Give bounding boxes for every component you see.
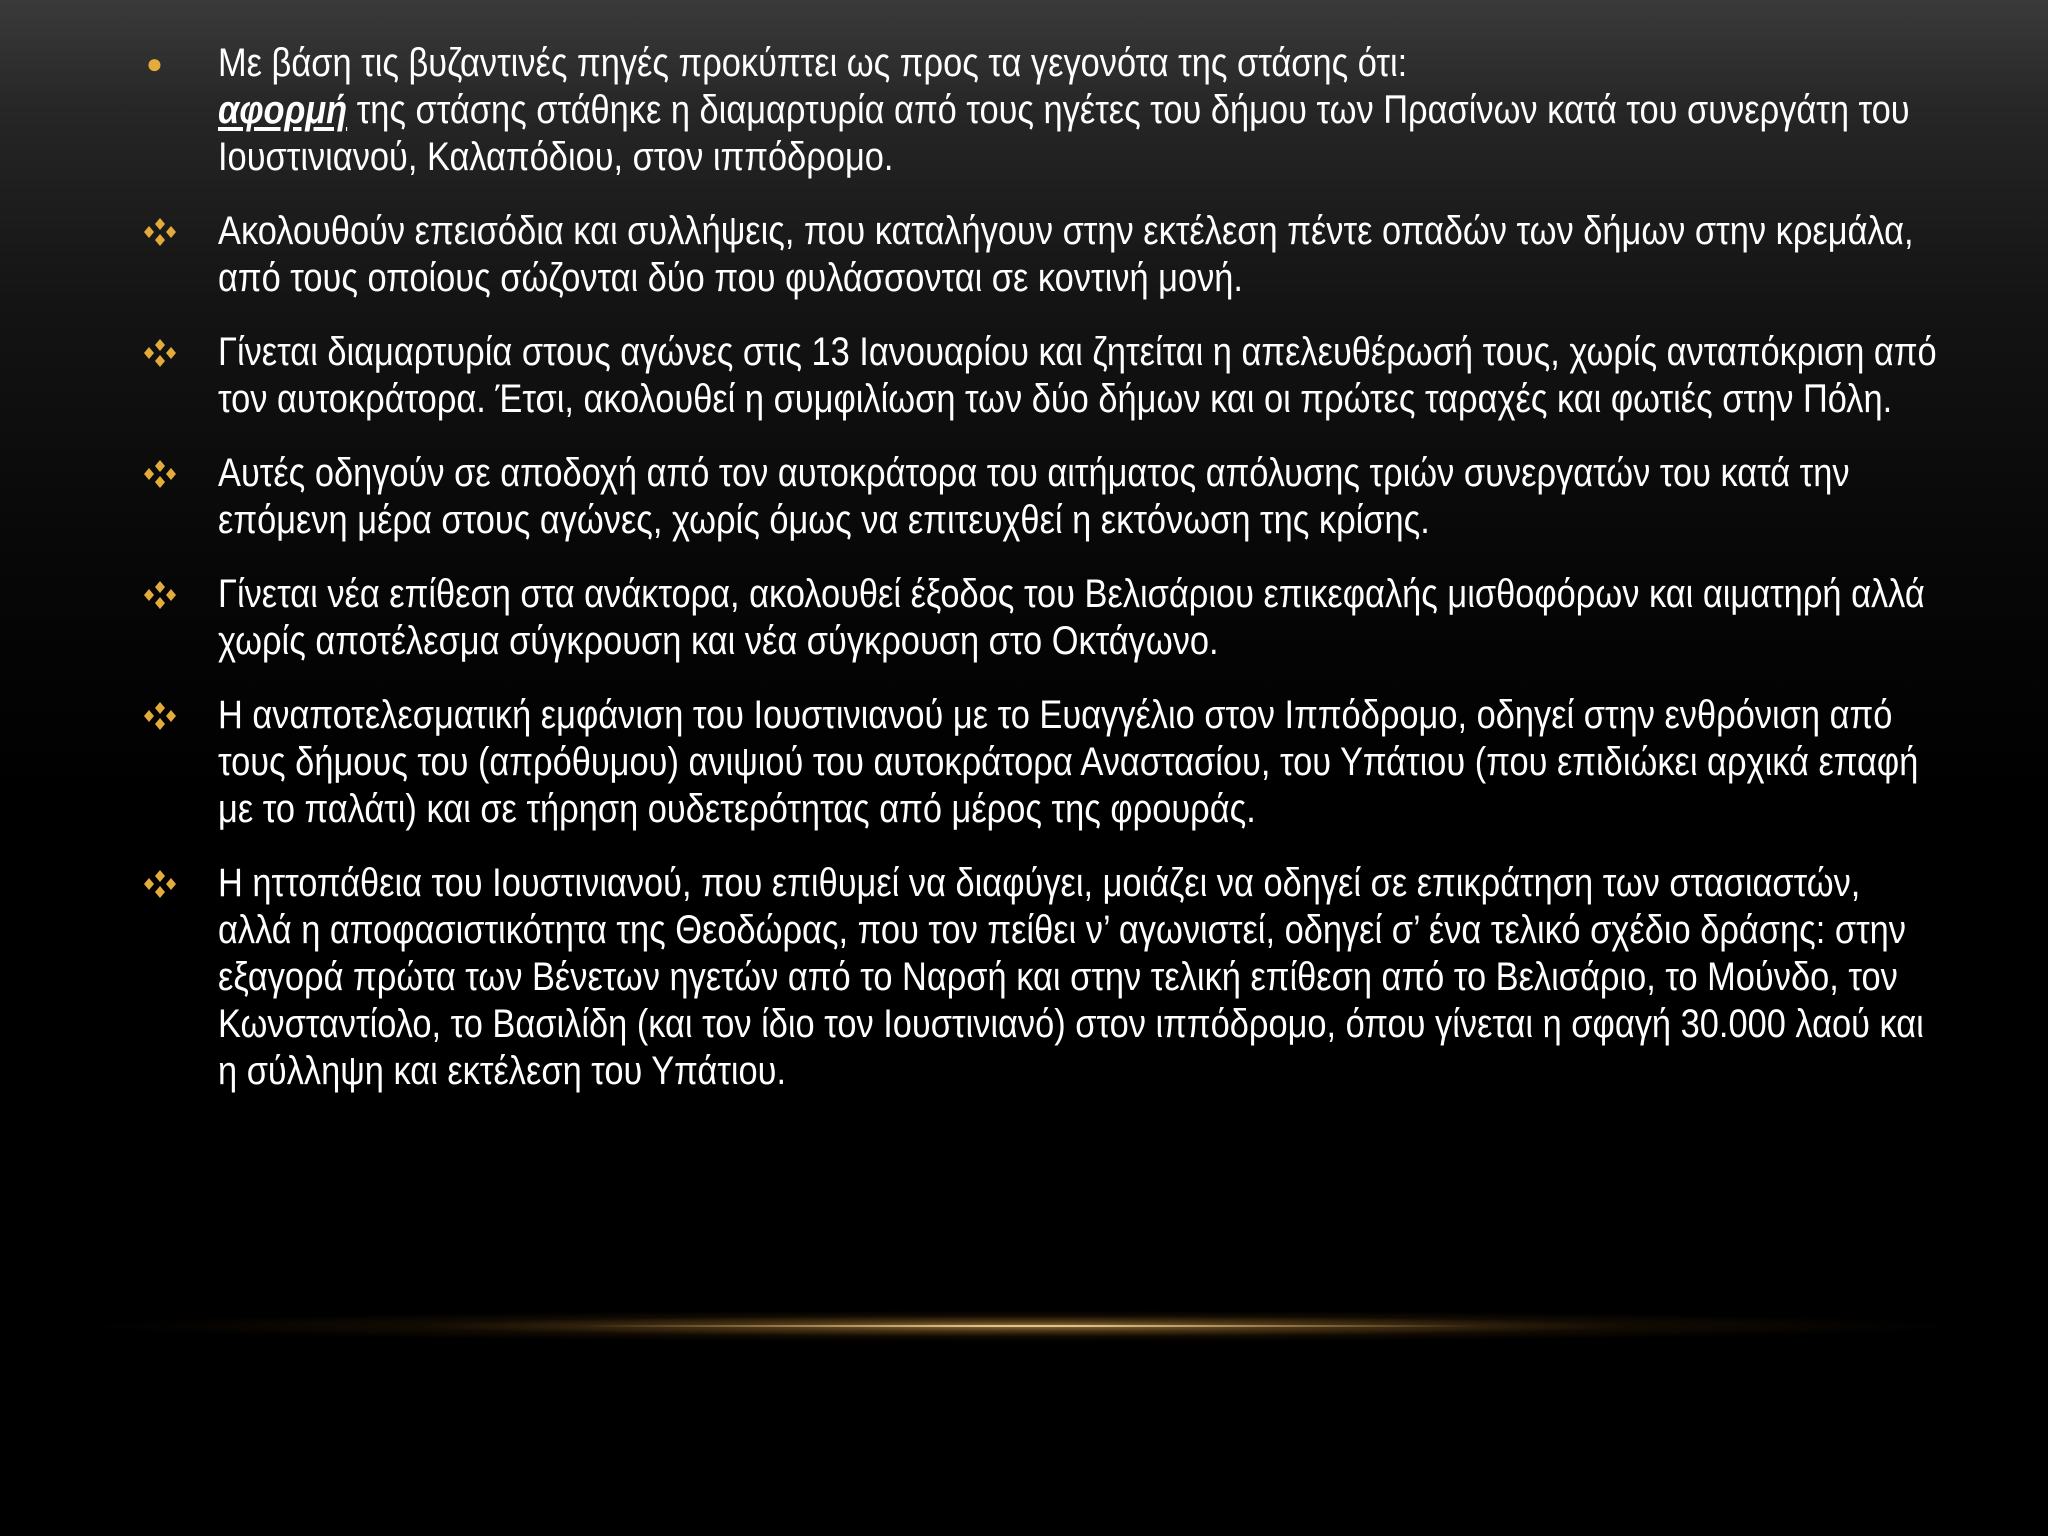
bullet-list: [0, 40, 2048, 1095]
bullet-item: [0, 692, 2048, 833]
bullet-item: [0, 208, 2048, 302]
bullet-item: [0, 571, 2048, 665]
diamond-cluster-icon: [142, 216, 178, 248]
diamond-cluster-icon: [142, 579, 178, 611]
bullet-text: Αυτές οδηγούν σε αποδοχή από τον αυτοκράτορα του αιτήματος απόλυσης τριών συνεργατών του κατά την επόμενη μέρα στους αγώνες, χωρίς όμως να επιτευχθεί η εκτόνωση της κρίσης.: [218, 451, 1850, 542]
diamond-cluster-icon: [142, 700, 178, 732]
bullet-text: Ακολουθούν επεισόδια και συλλήψεις, που καταλήγουν στην εκτέλεση πέντε οπαδών των δήμων στην κρεμάλα, από τους οποίους σώζονται δύο που φυλάσσονται σε κοντινή μονή.: [218, 209, 1914, 300]
diamond-cluster-icon: [142, 458, 178, 490]
decorative-glow-line: [580, 1325, 1480, 1327]
emphasis-text: αφορμή: [218, 88, 348, 132]
decorative-glow: [0, 1306, 2048, 1346]
bullet-text: Γίνεται νέα επίθεση στα ανάκτορα, ακολουθεί έξοδος του Βελισάριου επικεφαλής μισθοφόρων και αιματηρή αλλά χωρίς αποτέλεσμα σύγκρουση και νέα σύγκρουση στο Οκτάγωνο.: [218, 572, 1925, 663]
bullet-lead-text: Με βάση τις βυζαντινές πηγές προκύπτει ως προς τα γεγονότα της στάσης ότι:: [218, 41, 1408, 85]
bullet-text: Γίνεται διαμαρτυρία στους αγώνες στις 13 Ιανουαρίου και ζητείται η απελευθέρωσή τους, χωρίς ανταπόκριση από τον αυτοκράτορα. Έτσι, ακολουθεί η συμφιλίωση των δύο δήμων και οι πρώτες ταραχές και φωτιές στην Πόλη.: [218, 330, 1937, 421]
bullet-text: Η ηττοπάθεια του Ιουστινιανού, που επιθυμεί να διαφύγει, μοιάζει να οδηγεί σε επικράτηση των στασιαστών, αλλά η αποφασιστικότητα της Θεοδώρας, που τον πείθει ν’ αγωνιστεί, οδηγεί σ’ ένα τελικό σχέδιο δράσης: στην εξαγορά πρώτα των Βένετων ηγετών από το Ναρσή και στην τελική επίθεση από το Βελισάριο, το Μούνδο, τον Κωνσταντίολο, το Βασιλίδη (και τον ίδιο τον Ιουστινιανό) στον ιππόδρομο, όπου γίνεται η σφαγή 30.000 λαού και η σύλληψη και εκτέλεση του Υπάτιου.: [218, 861, 1924, 1093]
bullet-body-text: της στάσης στάθηκε η διαμαρτυρία από τους ηγέτες του δήμου των Πρασίνων κατά του συνεργάτη του Ιουστινιανού, Καλαπόδιου, στον ιππόδρομο.: [218, 88, 1910, 179]
bullet-item: [0, 329, 2048, 423]
diamond-cluster-icon: [142, 337, 178, 369]
bullet-text: [218, 40, 1938, 181]
bullet-item: [0, 860, 2048, 1095]
bullet-item: [0, 450, 2048, 544]
circle-bullet-icon: ●: [146, 48, 163, 79]
bullet-item: [0, 40, 2048, 181]
bullet-text: Η αναποτελεσματική εμφάνιση του Ιουστινιανού με το Ευαγγέλιο στον Ιππόδρομο, οδηγεί στην ενθρόνιση από τους δήμους του (απρόθυμου) ανιψιού του αυτοκράτορα Αναστασίου, του Υπάτιου (που επιδιώκει αρχικά επαφή με το παλάτι) και σε τήρηση ουδετερότητας από μέρος της φρουράς.: [218, 693, 1919, 831]
diamond-cluster-icon: [142, 868, 178, 900]
